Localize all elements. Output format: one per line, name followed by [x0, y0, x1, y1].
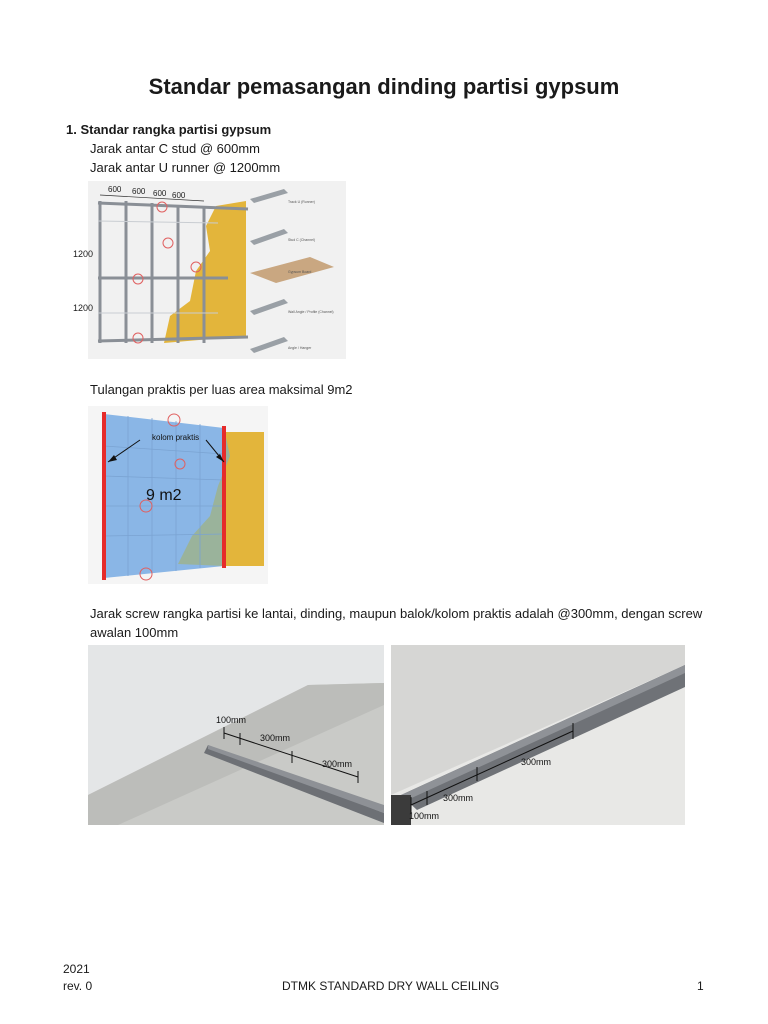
reinforcement-diagram-figure [88, 406, 268, 584]
profile-label-3: Gypsum Board [288, 270, 312, 274]
ceiling-runner-render [391, 645, 685, 825]
dim-600-3: 600 [153, 189, 167, 198]
footer-page-number: 1 [697, 979, 704, 993]
floor-runner-render [88, 645, 384, 825]
floor-runner-photo [88, 645, 384, 825]
profile-label-1: Track U (Runner) [288, 200, 315, 204]
screw-spacing-text-1: Jarak screw rangka partisi ke lantai, dinding, maupun balok/kolom praktis adalah @300mm, dengan screw [90, 606, 703, 621]
reinforcement-text: Tulangan praktis per luas area maksimal 9m2 [90, 382, 353, 397]
runner-spacing-text: Jarak antar U runner @ 1200mm [90, 160, 281, 175]
footer-document-title: DTMK STANDARD DRY WALL CEILING [282, 979, 500, 993]
ceiling-runner-photo [391, 645, 685, 825]
floor-dim-300-2: 300mm [322, 759, 353, 769]
screw-spacing-text-2: awalan 100mm [90, 625, 179, 640]
side-dim-1200-2: 1200 [73, 303, 94, 313]
ceiling-dim-300-2: 300mm [443, 793, 474, 803]
side-dim-1200-1: 1200 [73, 249, 94, 259]
dim-600-1: 600 [108, 185, 122, 194]
floor-dim-300-1: 300mm [260, 733, 291, 743]
page-title: Standar pemasangan dinding partisi gypsum [148, 74, 620, 99]
area-label: 9 m2 [146, 487, 182, 504]
footer-revision: rev. 0 [63, 979, 93, 993]
ceiling-dim-300-1: 300mm [521, 757, 552, 767]
frame-diagram [88, 181, 346, 359]
floor-dim-100: 100mm [216, 715, 247, 725]
footer-year: 2021 [63, 962, 90, 976]
kolom-praktis-label: kolom praktis [152, 433, 200, 442]
frame-diagram-figure [88, 181, 346, 359]
ceiling-dim-100: 100mm [409, 811, 440, 821]
reinforcement-diagram [88, 406, 268, 584]
dim-600-2: 600 [132, 187, 146, 196]
profile-label-2: Stud C (Channel) [288, 238, 316, 242]
profile-label-5: Angle / Hanger [288, 346, 312, 350]
stud-spacing-text: Jarak antar C stud @ 600mm [90, 141, 260, 156]
profile-label-4: Wall Angle / Profile (Channel) [288, 310, 334, 314]
section-heading-frame-standard: 1. Standar rangka partisi gypsum [66, 122, 272, 137]
dim-600-4: 600 [172, 191, 186, 200]
